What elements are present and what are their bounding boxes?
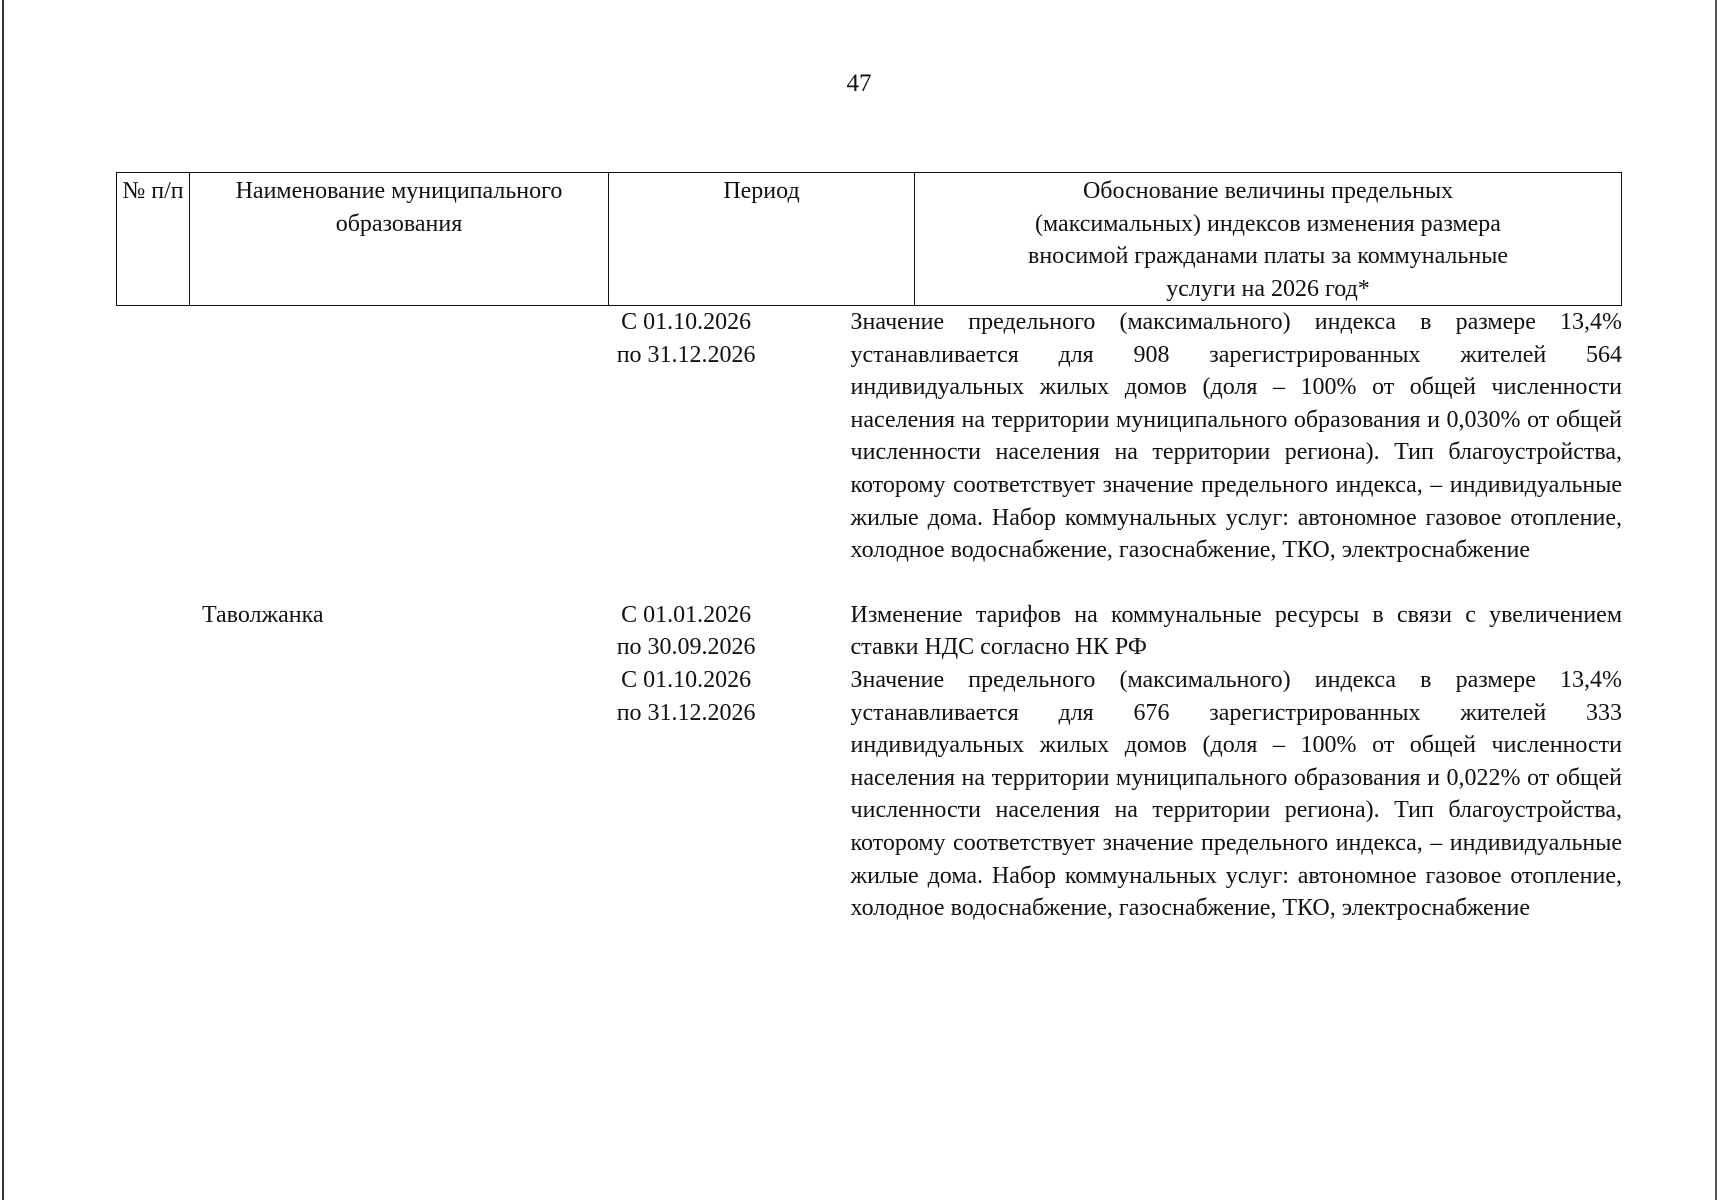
period-line: С 01.10.2026	[621, 309, 752, 335]
row-reason	[839, 306, 1622, 567]
reason-paragraph: Значение предельного (максимального) индекса в размере 13,4% устанавливается для 676 зарегистрированных жителей 333 индивидуальных жилых домов (доля – 100% от общей численности населения на территории муниципального образования и 0,022% от общей численности населения на территории региона). Тип благоустройства, которому соответствует значение предельного индекса, – индивидуальные жилые дома. Набор коммунальных услуг: автономное газовое отопление, холодное водоснабжение, газоснабжение, ТКО, электроснабжение	[850, 666, 1623, 922]
reason-paragraph: Значение предельного (максимального) индекса в размере 13,4% устанавливается для 908 зарегистрированных жителей 564 индивидуальных жилых домов (доля – 100% от общей численности населения на территории муниципального образования и 0,030% от общей численности населения на территории региона). Тип благоустройства, которому соответствует значение предельного индекса, – индивидуальные жилые дома. Набор коммунальных услуг: автономное газовое отопление, холодное водоснабжение, газоснабжение, ТКО, электроснабжение	[850, 309, 1623, 564]
row-period	[534, 306, 839, 567]
table-body	[116, 306, 1622, 957]
row-num	[116, 306, 188, 567]
period-line: С 01.10.2026	[621, 666, 752, 693]
scan-edge-right	[1715, 0, 1717, 1200]
header-reason: Обоснование величины предельных (максимальных) индексов изменения размера вносимой гражданами платы за коммунальные услуги на 2026 год*	[915, 173, 1622, 306]
row-name: Таволжанка	[201, 601, 324, 628]
table-header	[116, 172, 1622, 306]
period-line: по 31.12.2026	[616, 699, 756, 726]
row-num	[116, 599, 188, 925]
page-number: 47	[846, 70, 872, 97]
header-num: № п/п	[117, 173, 190, 306]
row-name	[188, 306, 534, 567]
table-row	[116, 306, 1622, 567]
row-reason	[839, 599, 1622, 925]
row-period	[534, 599, 839, 925]
reason-paragraph: Изменение тарифов на коммунальные ресурсы в связи с увеличением ставки НДС согласно НК РФ	[850, 601, 1623, 661]
period-line: по 30.09.2026	[616, 634, 756, 661]
scan-edge-left	[2, 0, 4, 1200]
table-row	[116, 599, 1622, 925]
period-line: по 31.12.2026	[616, 341, 756, 368]
header-name: Наименование муниципального образования	[190, 173, 609, 306]
period-line: С 01.01.2026	[621, 601, 752, 628]
header-period: Период	[609, 173, 915, 306]
